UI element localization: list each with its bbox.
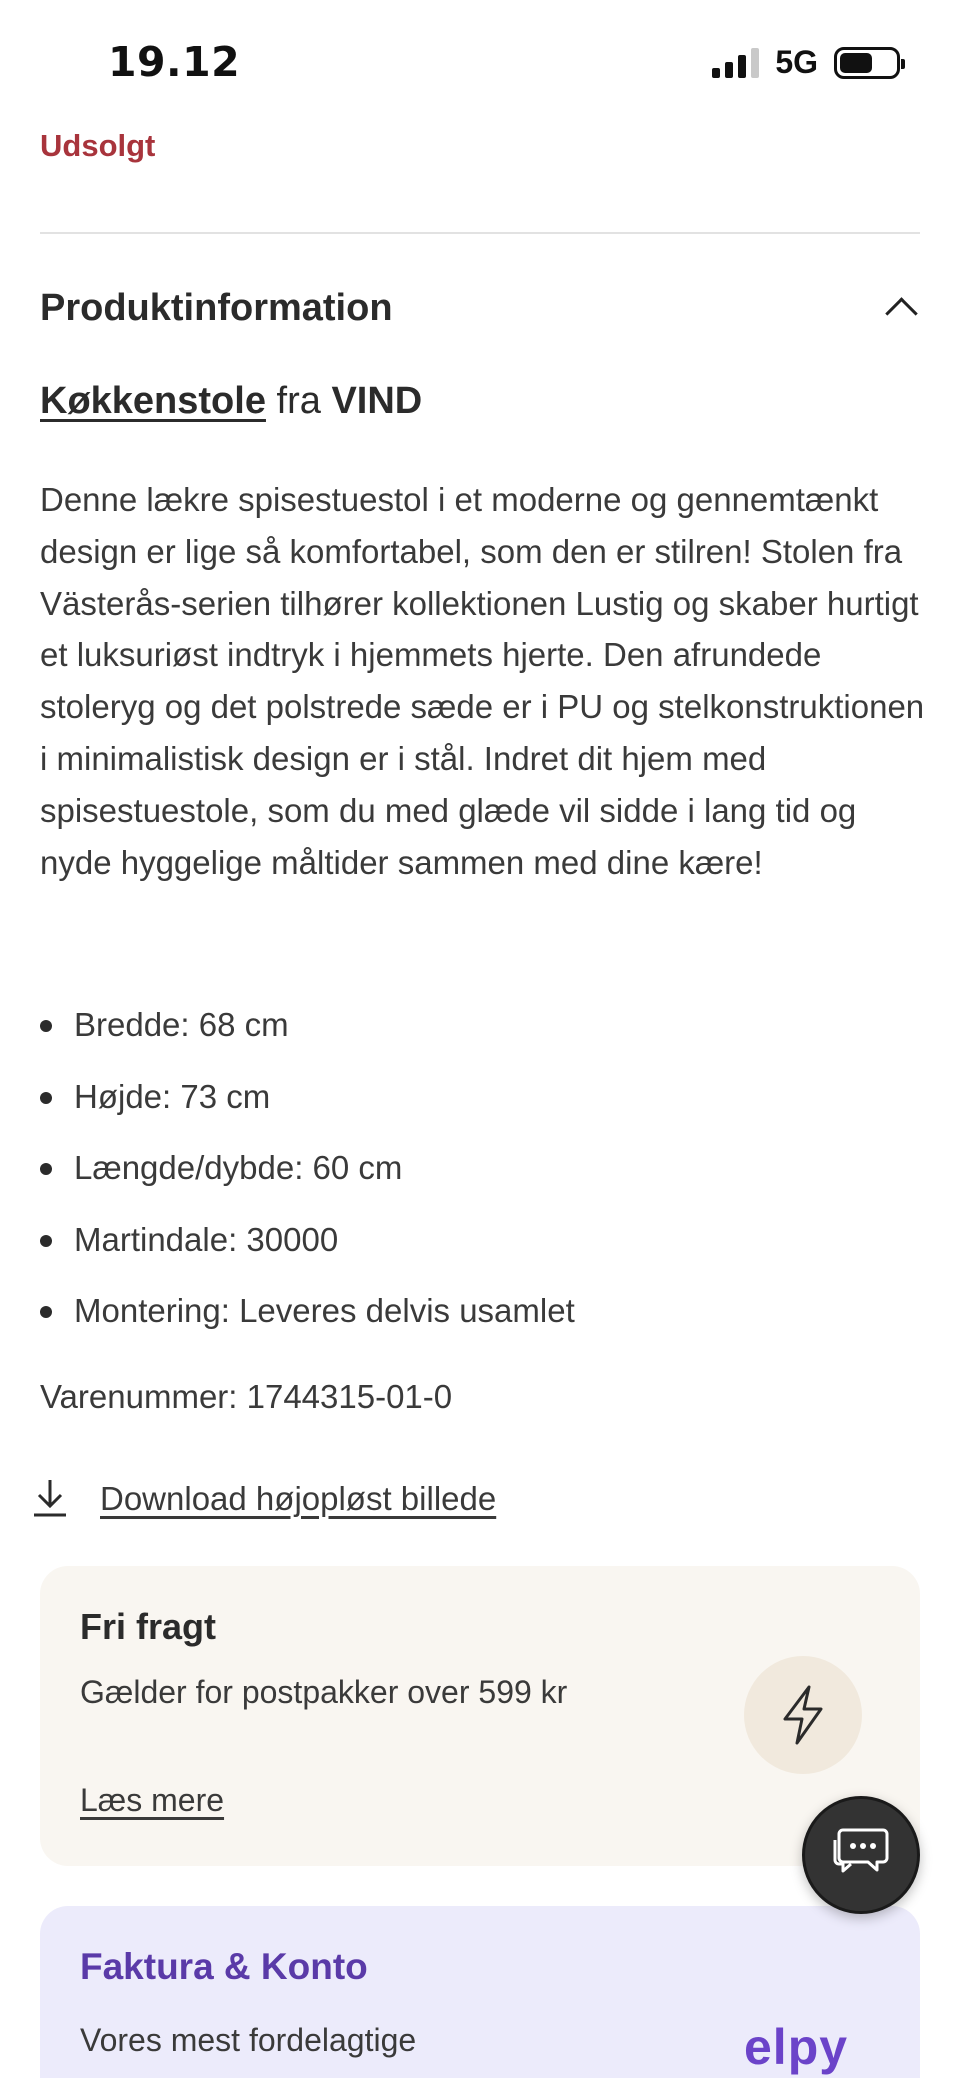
spec-item: Bredde: 68 cm [40,1002,920,1074]
download-image-link[interactable] [30,1476,496,1522]
payment-title: Faktura & Konto [80,1946,368,1987]
battery-icon [834,47,900,79]
spec-item: Højde: 73 cm [40,1074,920,1146]
free-shipping-card [40,1566,920,1866]
spec-list [40,1002,920,1360]
stock-status: Udsolgt [40,128,156,163]
spec-item: Martindale: 30000 [40,1217,920,1289]
section-title: Produktinformation [40,286,393,329]
read-more-link[interactable]: Læs mere [80,1782,225,1818]
status-indicators [712,44,900,81]
chevron-up-icon[interactable] [880,288,920,328]
status-bar [0,0,960,120]
shipping-text: Gælder for postpakker over 599 kr [80,1674,568,1710]
download-label: Download højopløst billede [100,1480,497,1517]
brand-name: VIND [331,380,423,422]
shipping-title: Fri fragt [80,1606,217,1647]
signal-icon [712,48,759,78]
spec-item: Montering: Leveres delvis usamlet [40,1288,920,1360]
download-icon [30,1476,70,1522]
status-time: 19.12 [108,38,241,86]
invoice-account-card [40,1906,920,2078]
elpy-logo: elpy [744,2019,849,2075]
from-word: fra [276,380,321,422]
chat-bubbles-icon [829,1824,893,1886]
lightning-icon [744,1656,862,1774]
chat-button[interactable] [802,1796,920,1914]
network-label: 5G [775,44,818,80]
category-link[interactable]: Køkkenstole [40,380,266,422]
divider [40,232,920,234]
category-line [40,380,422,423]
payment-text: Vores mest fordelagtige [80,2022,417,2058]
product-description: Denne lækre spisestuestol i et moderne og gennemtænkt design er lige så komfortabel, som den er stilren! Stolen fra Västerås-serien tilhører kollektionen Lustig og skaber hurtigt et luksuriøst indtryk i hjemmets hjerte. Den afrundede stoleryg og det polstrede sæde er i PU og stelkonstruktionen i minimalistisk design er i stål. Indret dit hjem med spisestuestole, som du med glæde vil sidde i lang tid og nyde hyggelige måltider sammen med dine kære! [40,481,925,881]
product-info-accordion-header[interactable] [40,278,920,338]
spec-item: Længde/dybde: 60 cm [40,1145,920,1217]
sku-line: Varenummer: 1744315-01-0 [40,1378,453,1415]
